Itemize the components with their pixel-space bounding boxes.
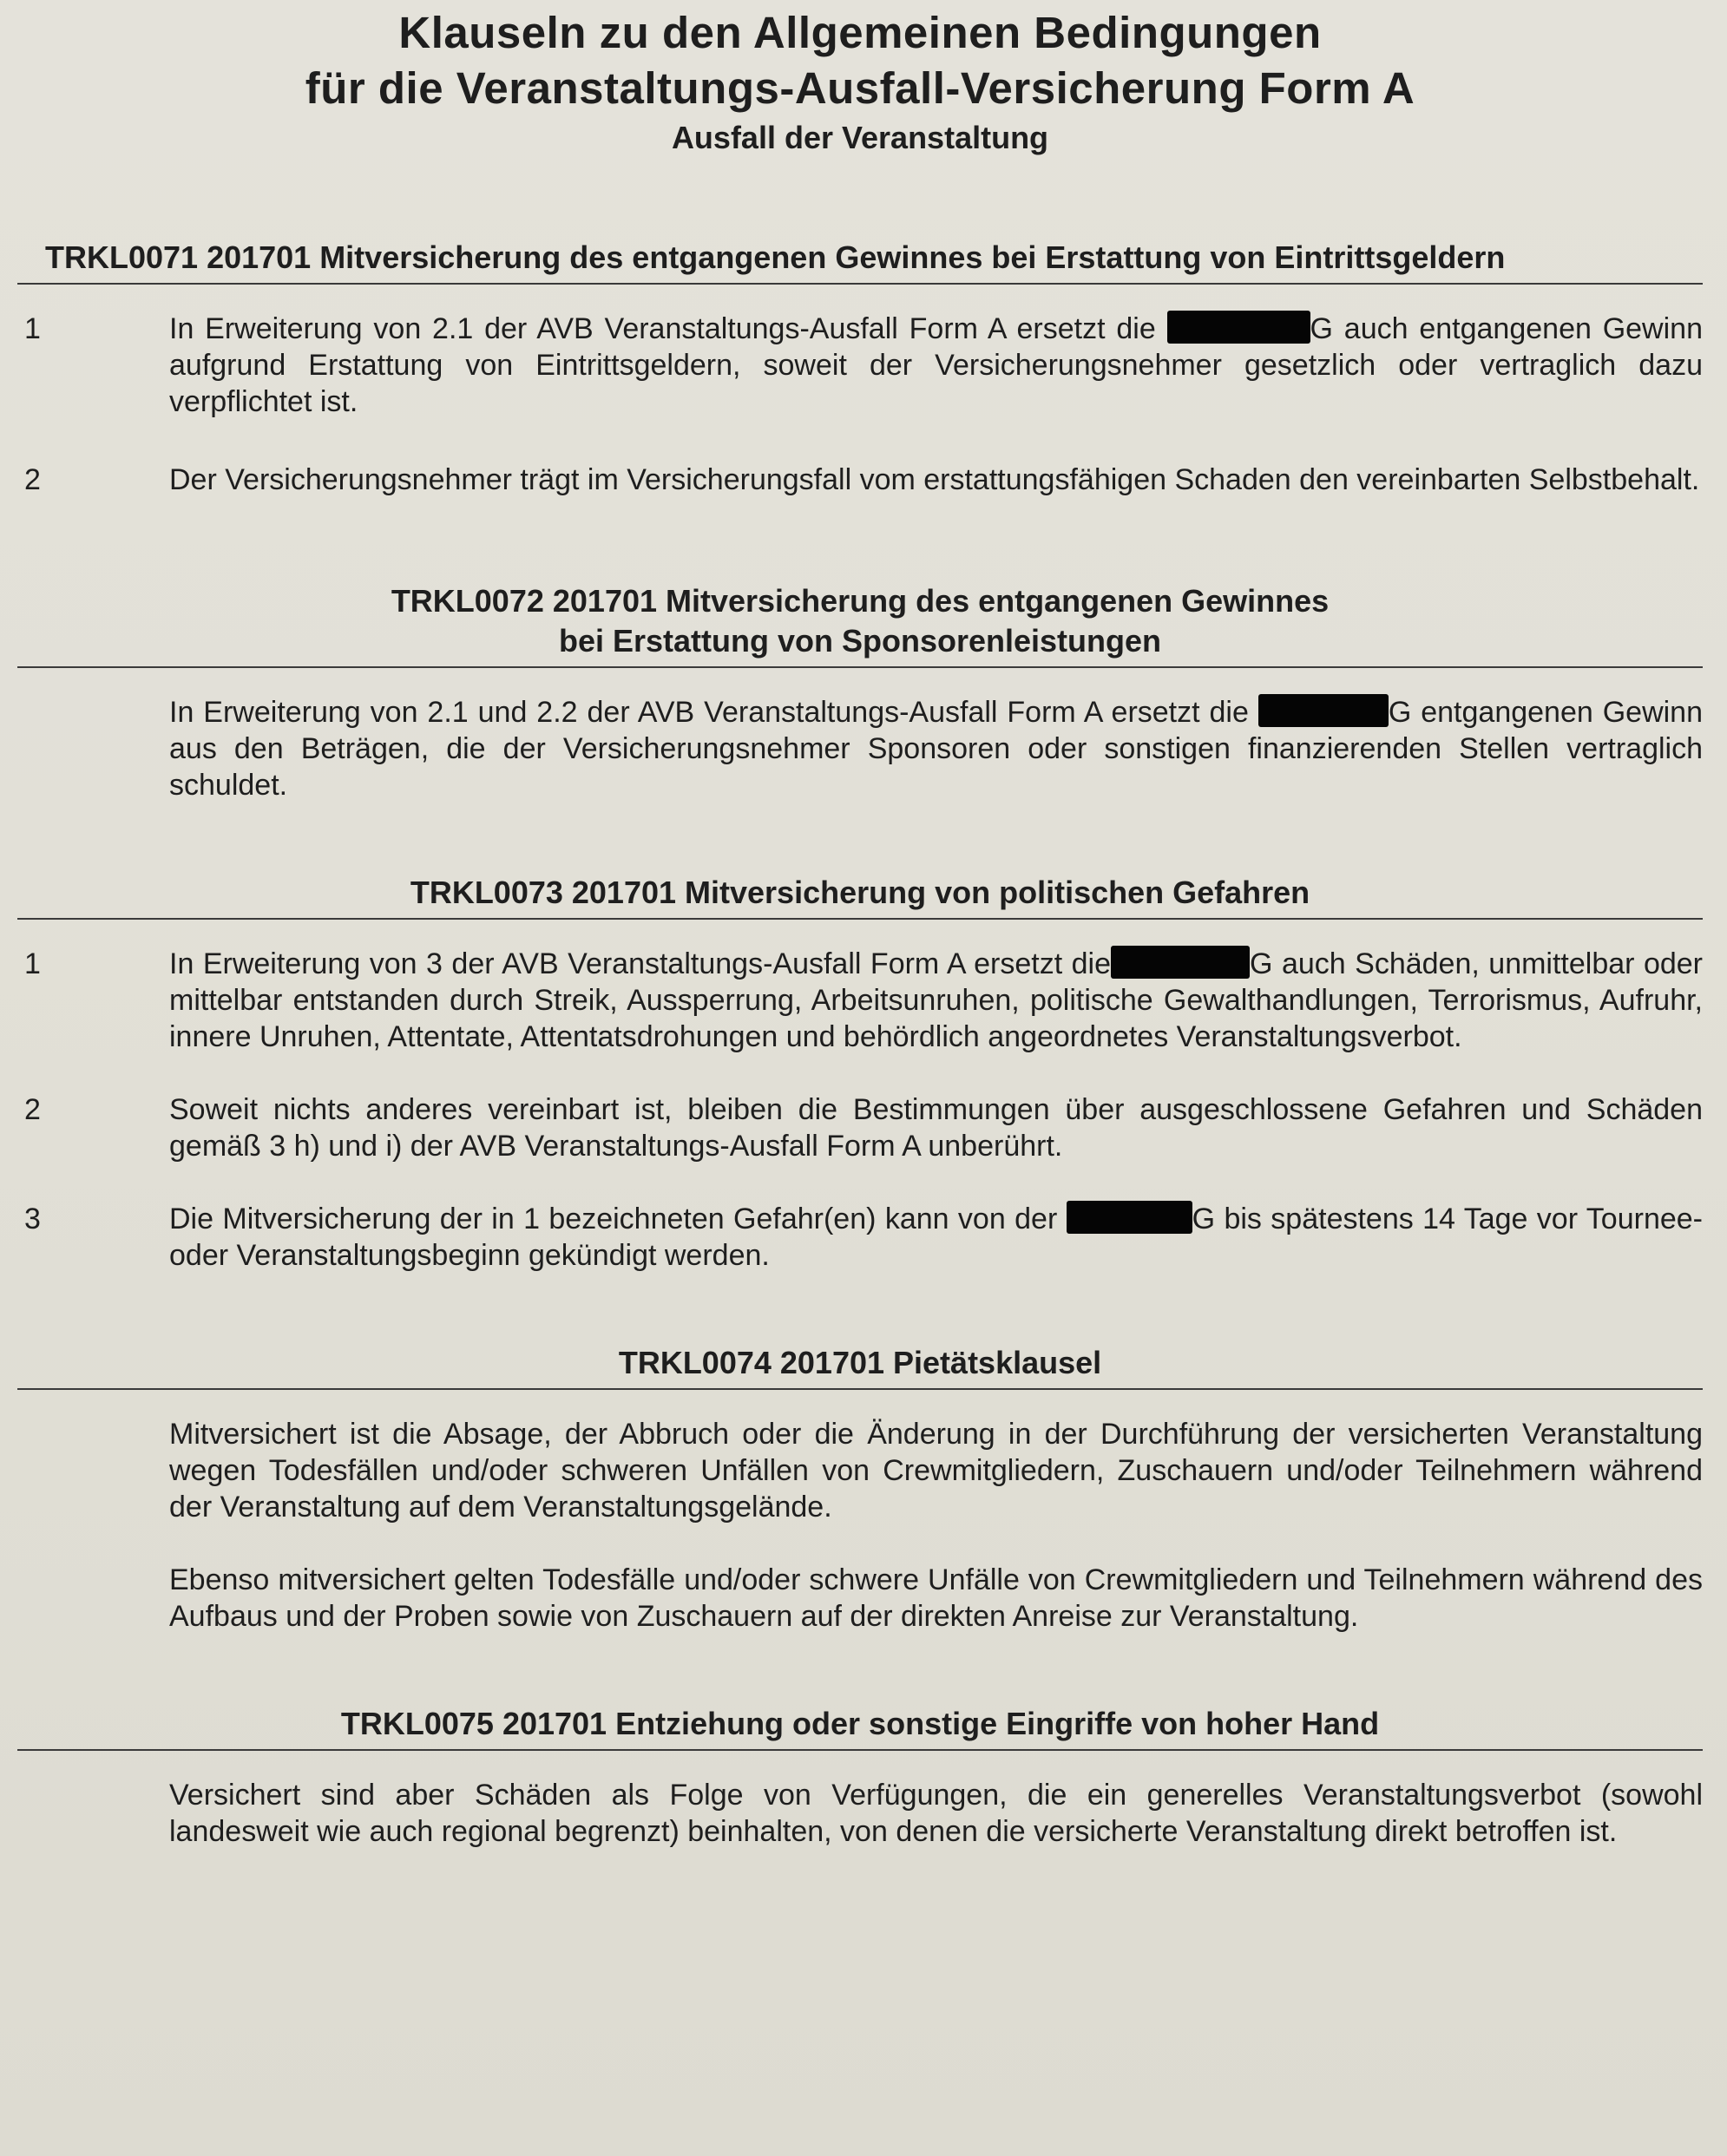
text-segment: G bis spätestens 14 Tage vor Tournee- oder Veranstaltungsbeginn gekündigt werden. (169, 1203, 1703, 1272)
redaction-bar (1258, 694, 1389, 727)
paragraph-text: Versichert sind aber Schäden als Folge von Verfügungen, die ein generelles Veranstaltungsverbot (sowohl landesweit wie auch regional begrenzt) beinhalten, von denen die versicherte Veranstaltung direkt betroffen ist. (169, 1779, 1703, 1848)
clause-paragraph (17, 1777, 1703, 1850)
clause-trkl0072 (17, 581, 1703, 803)
clause-title-line-1: TRKL0072 201701 Mitversicherung des entgangenen Gewinnes (391, 583, 1330, 619)
redaction-bar (1111, 946, 1250, 979)
paragraph-number: 2 (24, 1093, 41, 1126)
clause-paragraph (17, 1091, 1703, 1164)
redaction-bar (1167, 311, 1310, 344)
clause-title: TRKL0071 201701 Mitversicherung des entgangenen Gewinnes bei Erstattung von Eintrittsgeldern (17, 238, 1703, 285)
paragraph-number: 1 (24, 312, 41, 345)
clause-title-line-2: bei Erstattung von Sponsorenleistungen (558, 623, 1162, 659)
paragraph-text: Ebenso mitversichert gelten Todesfälle und/oder schwere Unfälle von Crewmitgliedern und Teilnehmern während des Aufbaus und der Proben sowie von Zuschauern auf der direkten Anreise zur Veranstaltung. (169, 1563, 1703, 1633)
paragraph-text: Soweit nichts anderes vereinbart ist, bleiben die Bestimmungen über ausgeschlossene Gefahren und Schäden gemäß 3 h) und i) der AVB Veranstaltungs-Ausfall Form A unberührt. (169, 1093, 1703, 1163)
clause-paragraph (17, 1416, 1703, 1525)
text-segment: G auch Schäden, unmittelbar oder mittelbar entstanden durch Streik, Aussperrung, Arbeitsunruhen, politische Gewalthandlungen, Terrorismus, Aufruhr, innere Unruhen, Attentate, Attentatsdrohungen und behördlich angeordnetes Veranstaltungsverbot. (169, 947, 1704, 1053)
text-segment: In Erweiterung von 2.1 und 2.2 der AVB Veranstaltungs-Ausfall Form A ersetzt die (169, 696, 1258, 729)
clause-trkl0073 (17, 873, 1703, 1274)
clause-paragraph (17, 1562, 1703, 1635)
clause-paragraph (17, 311, 1703, 420)
text-segment: G auch entgangenen Gewinn aufgrund Erstattung von Eintrittsgeldern, soweit der Versicherungsnehmer gesetzlich oder vertraglich dazu verpflichtet ist. (169, 312, 1703, 418)
paragraph-text: Der Versicherungsnehmer trägt im Versicherungsfall vom erstattungsfähigen Schaden den vereinbarten Selbstbehalt. (169, 463, 1700, 496)
clause-title (17, 581, 1703, 668)
paragraph-number: 2 (24, 463, 41, 496)
paragraph-number: 1 (24, 947, 41, 980)
clause-paragraph (17, 1201, 1703, 1274)
clause-trkl0075 (17, 1704, 1703, 1850)
document-subtitle: Ausfall der Veranstaltung (671, 120, 1049, 155)
clause-trkl0071 (17, 238, 1703, 498)
paragraph-text (169, 311, 1703, 420)
clause-title: TRKL0074 201701 Pietätsklausel (17, 1343, 1703, 1390)
redaction-bar (1067, 1201, 1192, 1234)
paragraph-text: Mitversichert ist die Absage, der Abbruch oder die Änderung in der Durchführung der versicherten Veranstaltung wegen Todesfällen und/oder schweren Unfällen von Crewmitgliedern, Zuschauern und/oder Teilnehmern während der Veranstaltung auf dem Veranstaltungsgelände. (169, 1418, 1703, 1524)
text-segment: G entgangenen Gewinn aus den Beträgen, die der Versicherungsnehmer Sponsoren oder sonstigen finanzierenden Stellen vertraglich schuldet. (169, 696, 1703, 802)
document-header (17, 0, 1703, 158)
text-segment: In Erweiterung von 3 der AVB Veranstaltungs-Ausfall Form A ersetzt die (169, 947, 1112, 980)
paragraph-text (169, 946, 1703, 1055)
clause-paragraph (17, 946, 1703, 1055)
clause-title: TRKL0073 201701 Mitversicherung von politischen Gefahren (17, 873, 1703, 920)
clause-paragraph (17, 462, 1703, 498)
clause-title: TRKL0075 201701 Entziehung oder sonstige Eingriffe von hoher Hand (17, 1704, 1703, 1751)
document-title-line-1: Klauseln zu den Allgemeinen Bedingungen (398, 8, 1322, 57)
paragraph-text (169, 694, 1703, 803)
clause-paragraph (17, 694, 1703, 803)
text-segment: In Erweiterung von 2.1 der AVB Veranstaltungs-Ausfall Form A ersetzt die (169, 312, 1167, 345)
paragraph-text (169, 1201, 1703, 1274)
text-segment: Die Mitversicherung der in 1 bezeichneten Gefahr(en) kann von der (169, 1203, 1067, 1235)
paragraph-number: 3 (24, 1203, 41, 1235)
clause-trkl0074 (17, 1343, 1703, 1635)
document-title-line-2: für die Veranstaltungs-Ausfall-Versicherung Form A (305, 63, 1415, 113)
